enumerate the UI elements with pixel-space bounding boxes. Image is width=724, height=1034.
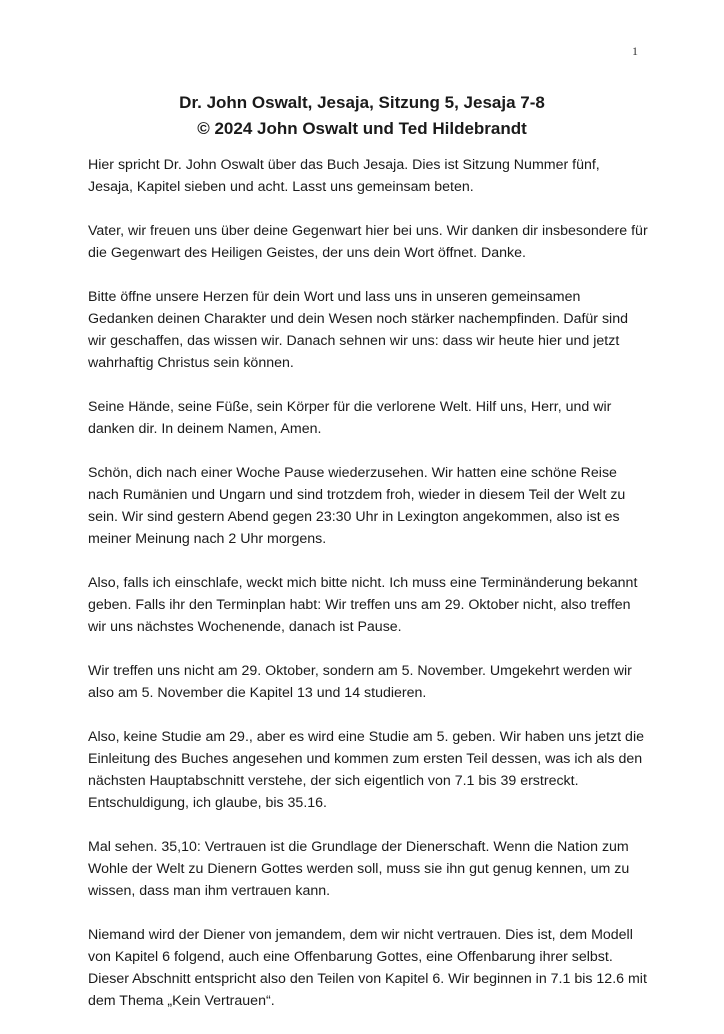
document-title bbox=[0, 90, 724, 142]
paragraph: Seine Hände, seine Füße, sein Körper für die verlorene Welt. Hilf uns, Herr, und wir danken dir. In deinem Namen, Amen. bbox=[88, 399, 612, 437]
paragraph: Vater, wir freuen uns über deine Gegenwart hier bei uns. Wir danken dir insbesondere für die Gegenwart des Heiligen Geistes, der uns dein Wort öffnet. Danke. bbox=[88, 223, 648, 261]
title-line-2: © 2024 John Oswalt und Ted Hildebrandt bbox=[197, 119, 527, 138]
paragraph: Mal sehen. 35,10: Vertrauen ist die Grundlage der Dienerschaft. Wenn die Nation zum Wohle der Welt zu Dienern Gottes werden soll, muss sie ihn gut genug kennen, um zu wissen, dass man ihm vertrauen kann. bbox=[88, 839, 630, 899]
paragraph: Also, falls ich einschlafe, weckt mich bitte nicht. Ich muss eine Terminänderung bekannt geben. Falls ihr den Terminplan habt: Wir treffen uns am 29. Oktober nicht, also treffen wir uns nächstes Wochenende, danach ist Pause. bbox=[88, 575, 638, 635]
paragraph: Wir treffen uns nicht am 29. Oktober, sondern am 5. November. Umgekehrt werden wir also am 5. November die Kapitel 13 und 14 studieren. bbox=[88, 663, 632, 701]
paragraph: Bitte öffne unsere Herzen für dein Wort und lass uns in unseren gemeinsamen Gedanken deinen Charakter und dein Wesen noch stärker nachempfinden. Dafür sind wir geschaffen, das wissen wir. Danach sehnen wir uns: dass wir heute hier und jetzt wahrhaftig Christus sein können. bbox=[88, 289, 628, 371]
document-body bbox=[88, 154, 648, 1034]
title-line-1: Dr. John Oswalt, Jesaja, Sitzung 5, Jesaja 7-8 bbox=[179, 93, 545, 112]
paragraph: Schön, dich nach einer Woche Pause wiederzusehen. Wir hatten eine schöne Reise nach Rumänien und Ungarn und sind trotzdem froh, wieder in diesem Teil der Welt zu sein. Wir sind gestern Abend gegen 23:30 Uhr in Lexington angekommen, also ist es meiner Meinung nach 2 Uhr morgens. bbox=[88, 465, 626, 547]
page-number: 1 bbox=[632, 44, 638, 58]
paragraph: Hier spricht Dr. John Oswalt über das Buch Jesaja. Dies ist Sitzung Nummer fünf, Jesaja, Kapitel sieben und acht. Lasst uns gemeinsam beten. bbox=[88, 157, 600, 195]
paragraph: Niemand wird der Diener von jemandem, dem wir nicht vertrauen. Dies ist, dem Modell von Kapitel 6 folgend, auch eine Offenbarung Gottes, eine Offenbarung ihrer selbst. Dieser Abschnitt entspricht also den Teilen von Kapitel 6. Wir beginnen in 7.1 bis 12.6 mit dem Thema „Kein Vertrauen“. bbox=[88, 927, 647, 1009]
paragraph: Also, keine Studie am 29., aber es wird eine Studie am 5. geben. Wir haben uns jetzt die Einleitung des Buches angesehen und kommen zum ersten Teil dessen, was ich als den nächsten Hauptabschnitt verstehe, der sich eigentlich von 7.1 bis 39 erstreckt. Entschuldigung, ich glaube, bis 35.16. bbox=[88, 729, 644, 811]
